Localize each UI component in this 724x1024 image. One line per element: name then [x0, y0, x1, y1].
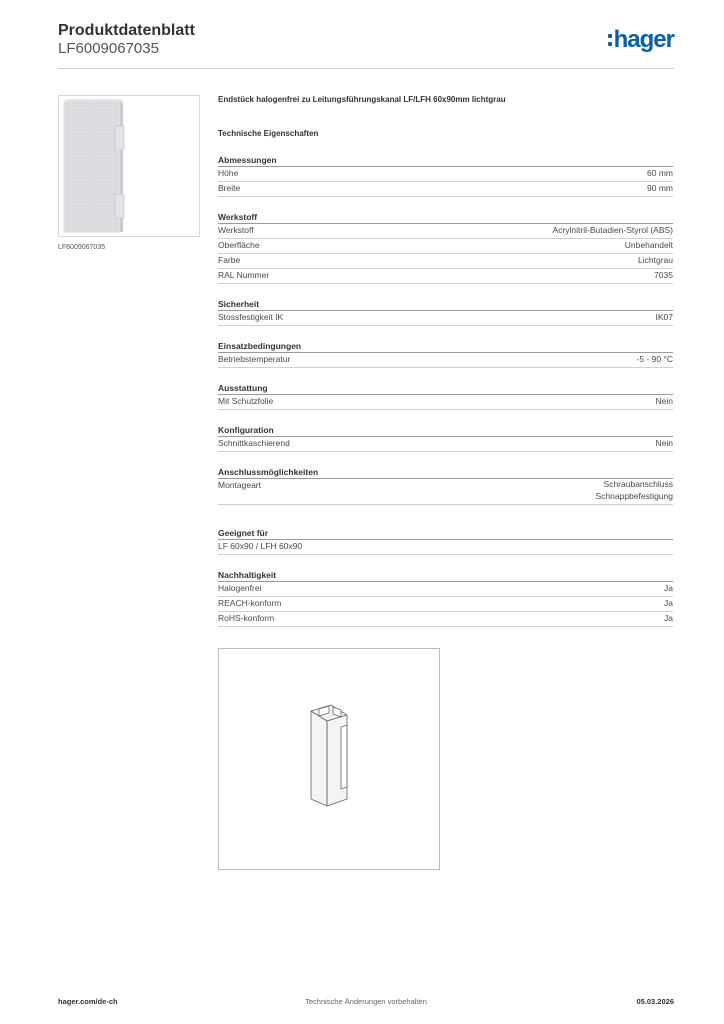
footer-disclaimer: Technische Änderungen vorbehalten	[305, 997, 427, 1006]
section-einsatzbedingungen	[218, 340, 673, 368]
section-title: Geeignet für	[218, 527, 673, 540]
product-code: LF6009067035	[58, 40, 159, 57]
table-row: Betriebstemperatur -5 - 90 °C	[218, 353, 673, 368]
table-row: Werkstoff Acrylnitril-Butadien-Styrol (ABS)	[218, 224, 673, 239]
table-row: Farbe Lichtgrau	[218, 254, 673, 269]
section-anschlussmoeglichkeiten	[218, 466, 673, 505]
section-ausstattung	[218, 382, 673, 410]
section-title: Sicherheit	[218, 298, 673, 311]
section-werkstoff	[218, 211, 673, 284]
page-footer	[58, 996, 674, 1008]
section-geeignet-fuer	[218, 527, 673, 555]
table-row: Stossfestigkeit IK IK07	[218, 311, 673, 326]
header-divider	[58, 68, 674, 69]
table-row: Montageart Schraubanschluss Schnappbefestigung	[218, 479, 673, 505]
section-sicherheit	[218, 298, 673, 326]
technical-properties-title: Technische Eigenschaften	[218, 129, 319, 138]
product-description: Endstück halogenfrei zu Leitungsführungskanal LF/LFH 60x90mm lichtgrau	[218, 95, 506, 104]
section-title: Abmessungen	[218, 154, 673, 167]
table-row: Schnittkaschierend Nein	[218, 437, 673, 452]
hager-logo	[608, 28, 674, 52]
end-cap-drawing-icon	[219, 649, 439, 869]
section-nachhaltigkeit	[218, 569, 673, 627]
table-row: Oberfläche Unbehandelt	[218, 239, 673, 254]
footer-website-link[interactable]: hager.com/de-ch	[58, 997, 118, 1006]
table-row: Halogenfrei Ja	[218, 582, 673, 597]
section-title: Konfiguration	[218, 424, 673, 437]
end-cap-image-icon	[59, 96, 199, 236]
table-row: Mit Schutzfolie Nein	[218, 395, 673, 410]
table-row: RAL Nummer 7035	[218, 269, 673, 284]
table-row: REACH-konform Ja	[218, 597, 673, 612]
footer-date: 05.03.2026	[636, 997, 674, 1006]
section-title: Werkstoff	[218, 211, 673, 224]
technical-data	[218, 94, 673, 665]
section-title: Einsatzbedingungen	[218, 340, 673, 353]
page-title: Produktdatenblatt	[58, 22, 195, 39]
section-title: Nachhaltigkeit	[218, 569, 673, 582]
section-title: Ausstattung	[218, 382, 673, 395]
logo-dots-icon	[608, 32, 612, 48]
table-row: LF 60x90 / LFH 60x90	[218, 540, 673, 555]
product-drawing	[218, 648, 440, 870]
table-row: Breite 90 mm	[218, 182, 673, 197]
product-thumbnail	[58, 95, 200, 237]
logo-text: hager	[613, 26, 674, 53]
table-row: RoHS-konform Ja	[218, 612, 673, 627]
table-row: Höhe 60 mm	[218, 167, 673, 182]
thumbnail-caption: LF6009067035	[58, 244, 106, 251]
section-title: Anschlussmöglichkeiten	[218, 466, 673, 479]
section-abmessungen	[218, 154, 673, 197]
section-konfiguration	[218, 424, 673, 452]
